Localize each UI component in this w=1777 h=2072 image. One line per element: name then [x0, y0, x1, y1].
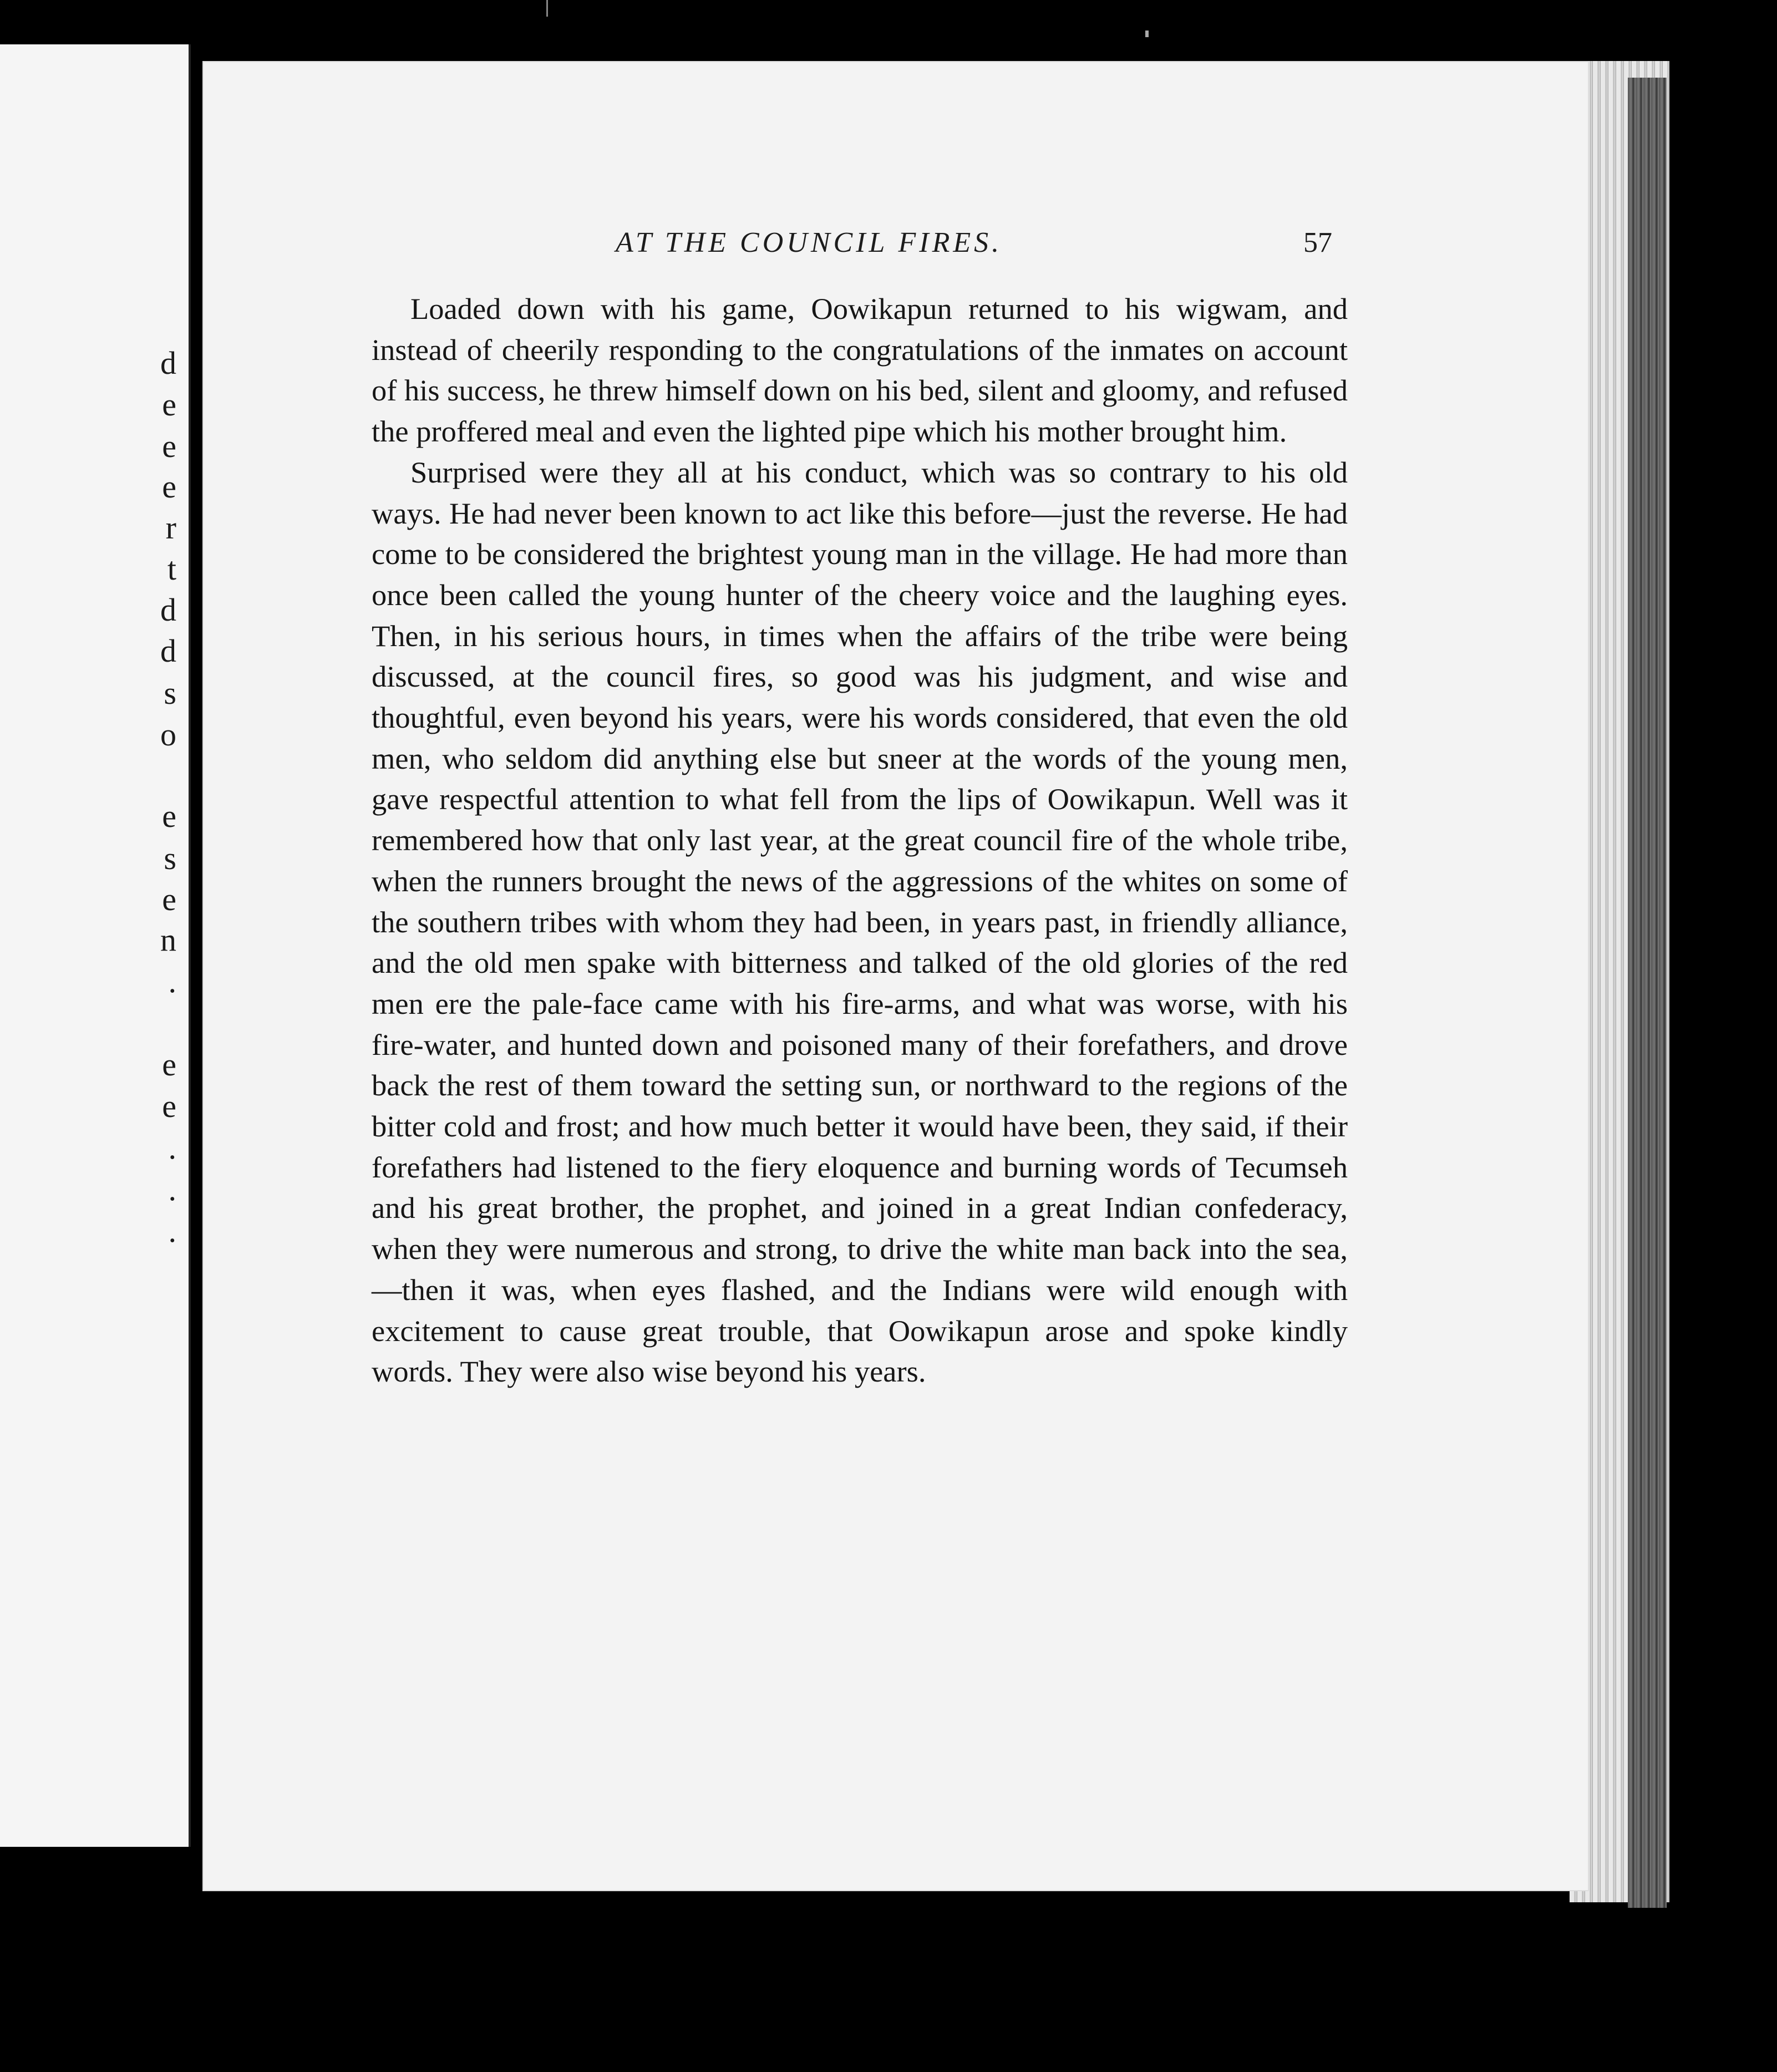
facing-page-letter: d [160, 592, 176, 628]
facing-page-letter: d [160, 345, 176, 381]
scan-mark [1145, 31, 1149, 37]
facing-page-letter: e [162, 469, 176, 505]
facing-page-letter: . [168, 963, 176, 999]
running-header: AT THE COUNCIL FIRES. [616, 227, 1003, 258]
facing-page-fragment [0, 44, 191, 1847]
facing-page-letter: s [164, 675, 176, 711]
facing-page-letter: r [165, 510, 176, 546]
facing-page-letter: e [162, 1047, 176, 1083]
facing-page-letter: e [162, 387, 176, 423]
facing-page-letter: s [164, 840, 176, 876]
facing-page-letter: . [168, 1171, 176, 1207]
book-fore-edge-shadow [1628, 78, 1667, 1908]
paragraph: Loaded down with his game, Oowikapun returned to his wigwam, and instead of cheerily responding to the congratulations of the inmates on account of his success, he threw himself down on his bed, silent and gloomy, and refused the proffered meal and even the lighted pipe which his mother brought him. [372, 292, 1348, 449]
facing-page-letter: e [162, 428, 176, 464]
facing-page-letter: n [160, 922, 176, 958]
body-text [372, 288, 1348, 1392]
facing-page-letter: e [162, 1088, 176, 1124]
facing-page-letter: d [160, 633, 176, 669]
facing-page-letter: t [167, 551, 176, 587]
scan-mark [546, 0, 548, 17]
facing-page-letter: e [162, 798, 176, 834]
paragraph: Surprised were they all at his conduct, which was so contrary to his old ways. He had never been known to act like this before—just the reverse. He had come to be considered the brightest young man in the village. He had more than once been called the young hunter of the cheery voice and the laughing eyes. Then, in his serious hours, in times when the affairs of the tribe were being discussed, at the council fires, so good was his judgment, and wise and thoughtful, even beyond his years, were his words considered, that even the old men, who seldom did anything else but sneer at the words of the young men, gave respectful attention to what fell from the lips of Oowikapun. Well was it remembered how that only last year, at the great council fire of the whole tribe, when the runners brought the news of the aggressions of the whites on some of the southern tribes with whom they had been, in years past, in friendly alliance, and the old men spake with bitterness and talked of the old glories of the red men ere the pale-face came with his fire-arms, and what was worse, with his fire-water, and hunted down and poisoned many of their forefathers, and drove back the rest of them toward the setting sun, or northward to the regions of the bitter cold and frost; and how much better it would have been, they said, if their forefathers had listened to the fiery eloquence and burning words of Tecumseh and his great brother, the prophet, and joined in a great Indian confederacy, when they were numerous and strong, to drive the white man back into the sea,—then it was, when eyes flashed, and the Indians were wild enough with excitement to cause great trouble, that Oowikapun arose and spoke kindly words. They were also wise beyond his years. [372, 455, 1348, 1389]
facing-page-letter: e [162, 881, 176, 917]
facing-page-letter: . [168, 1213, 176, 1249]
page-number: 57 [1303, 227, 1332, 258]
facing-page-letter: . [168, 1130, 176, 1166]
facing-page-letter: o [160, 717, 176, 753]
